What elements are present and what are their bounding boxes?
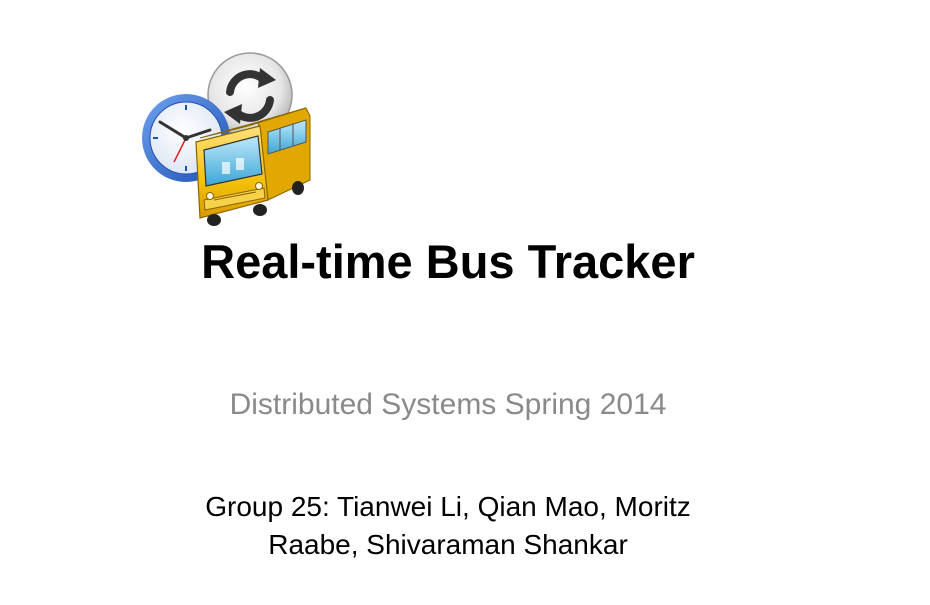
authors [0, 488, 896, 564]
page-title: Real-time Bus Tracker [201, 235, 695, 288]
bus-clock-sync-icon [138, 50, 318, 230]
authors-line-2: Raabe, Shivaraman Shankar [268, 529, 628, 560]
subtitle: Distributed Systems Spring 2014 [229, 388, 667, 421]
authors-line-1: Group 25: Tianwei Li, Qian Mao, Moritz [205, 491, 691, 522]
